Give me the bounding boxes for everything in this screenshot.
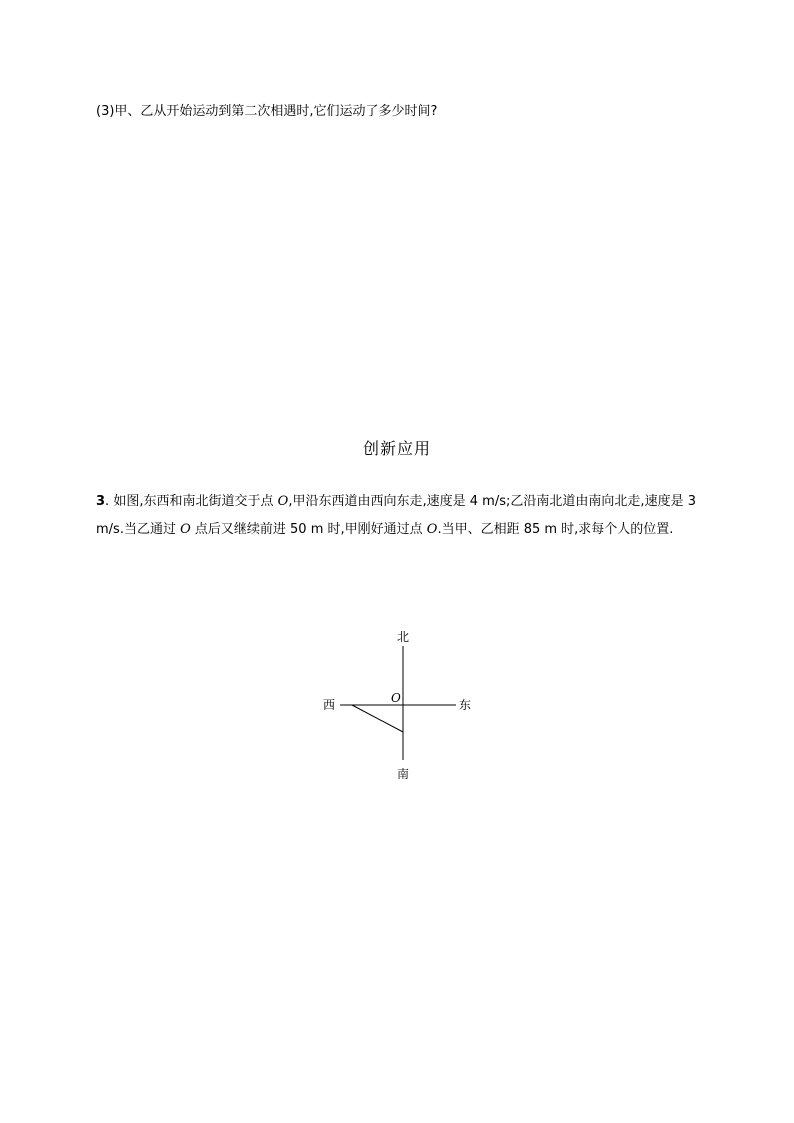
section-title: 创新应用	[362, 439, 431, 458]
problem-text-2: ,甲沿东西道由西向东走,速度是 4 m/s;乙沿南北道由南向北走,速度是 3 m/s.当乙通过	[96, 494, 696, 537]
point-o-label: O	[277, 494, 289, 509]
question-3-text: (3)甲、乙从开始运动到第二次相遇时,它们运动了多少时间?	[96, 104, 438, 119]
north-label: 北	[396, 630, 410, 644]
point-o-label: O	[426, 522, 438, 537]
problem-3	[96, 488, 696, 544]
east-label: 东	[459, 698, 472, 712]
street-diagram-svg	[300, 620, 500, 800]
origin-label: O	[391, 691, 401, 705]
street-diagram	[300, 620, 500, 800]
problem-text-4: .当甲、乙相距 85 m 时,求每个人的位置.	[437, 522, 674, 537]
west-label: 西	[323, 698, 336, 712]
problem-text-1: . 如图,东西和南北街道交于点	[105, 494, 278, 509]
point-o-label: O	[180, 522, 191, 537]
south-label: 南	[396, 767, 410, 781]
problem-text-3: 点后又继续前进 50 m 时,甲刚好通过点	[190, 522, 427, 537]
problem-number: 3	[96, 494, 106, 509]
distance-segment	[352, 705, 403, 732]
